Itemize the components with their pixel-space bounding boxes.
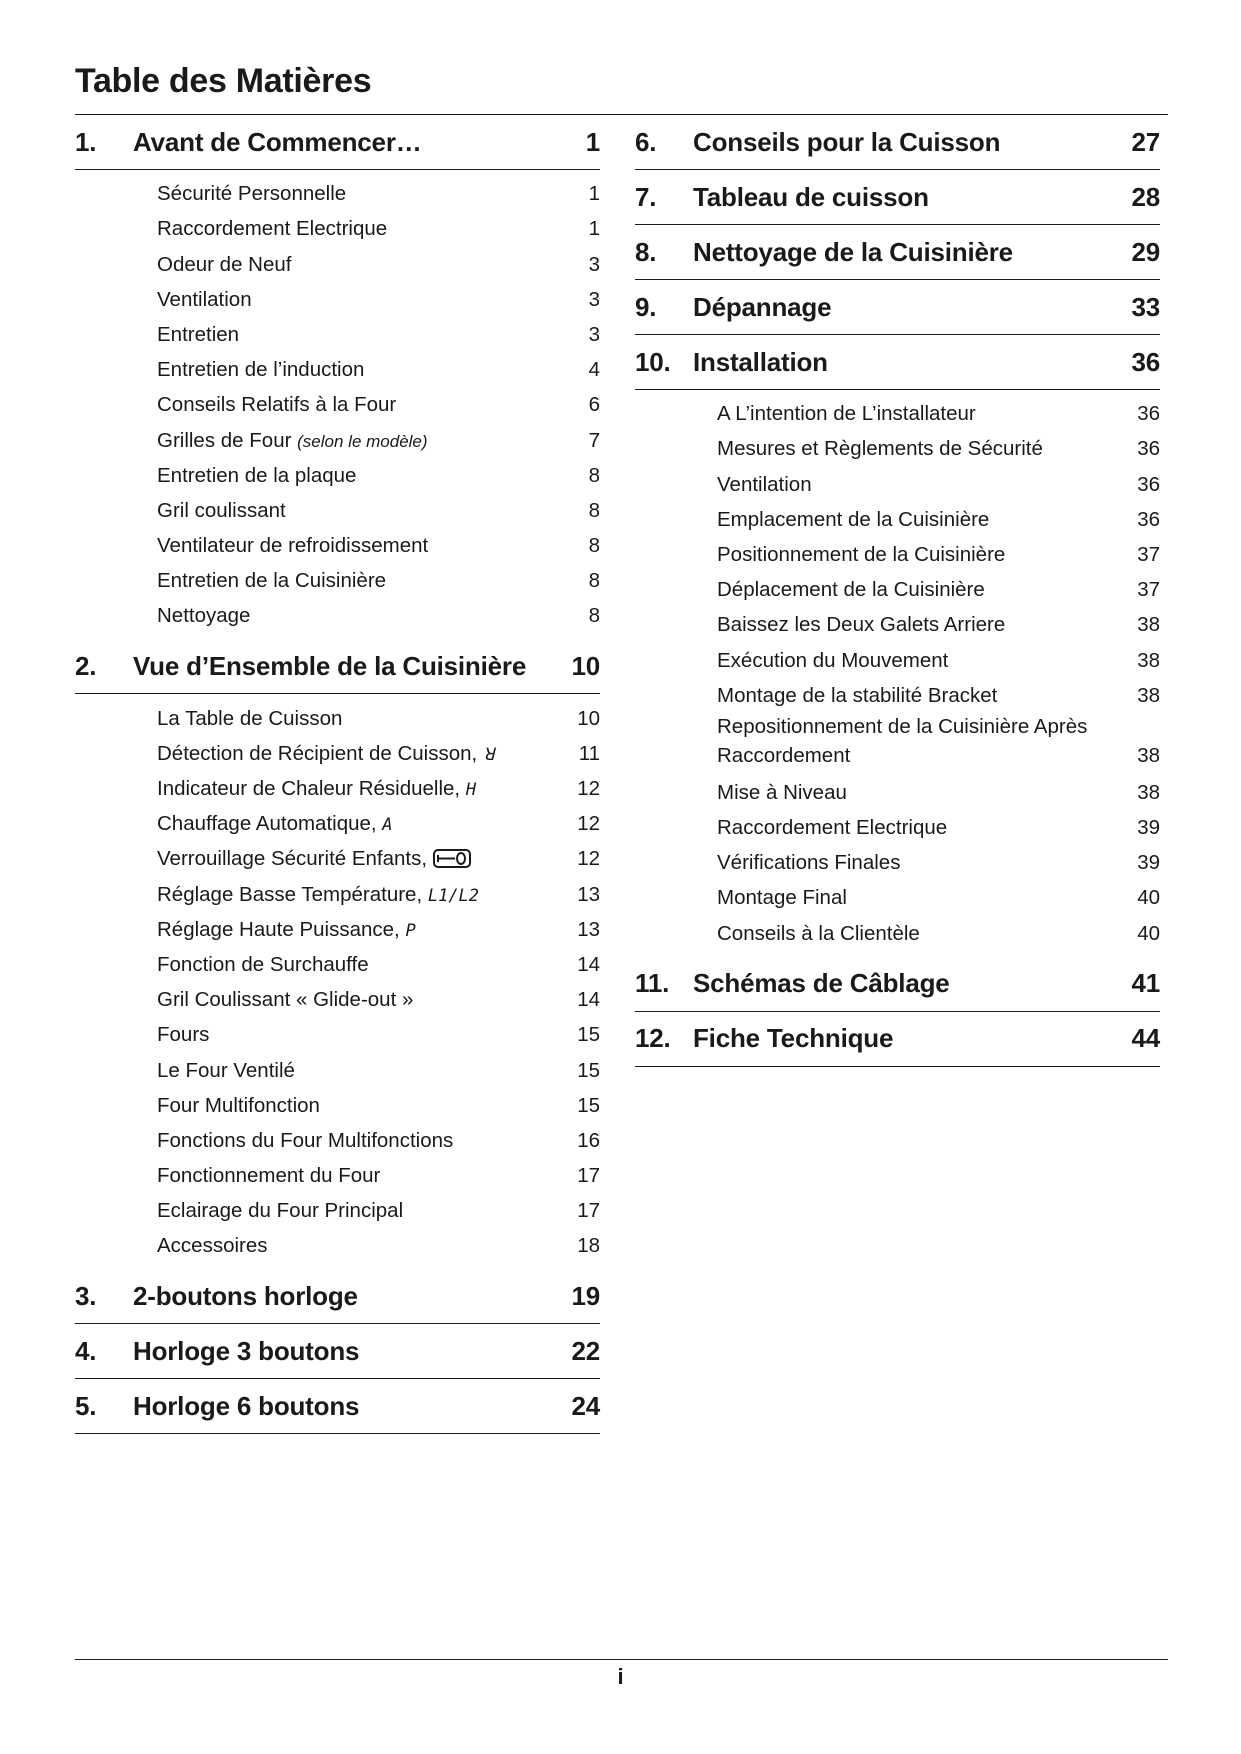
entry-title xyxy=(717,543,1126,571)
entry-label: Fonctions du Four Multifonctions xyxy=(157,1128,454,1152)
entry-label: Nettoyage xyxy=(157,604,251,628)
entry-title xyxy=(157,253,566,281)
chapter-title: Installation xyxy=(693,346,828,377)
toc-entry[interactable] xyxy=(75,245,600,280)
toc-entry[interactable] xyxy=(635,879,1160,914)
entry-title xyxy=(717,613,1126,641)
entry-label: A L’intention de L’installateur xyxy=(717,402,976,426)
toc-chapter[interactable] xyxy=(635,335,1160,390)
entry-page: 17 xyxy=(577,1164,600,1188)
entry-title xyxy=(717,922,1126,950)
toc-entry[interactable] xyxy=(635,536,1160,571)
entry-label: Raccordement Electrique xyxy=(157,217,388,241)
entry-label: Montage de la stabilité Bracket xyxy=(717,683,998,707)
entry-title xyxy=(157,499,566,527)
entry-page: 12 xyxy=(577,777,600,800)
entry-title xyxy=(717,649,1126,677)
entry-title xyxy=(717,816,1126,844)
chapter-page: 33 xyxy=(1131,291,1160,322)
entry-page: 8 xyxy=(588,604,600,628)
chapter-title: Tableau de cuisson xyxy=(693,181,929,212)
entry-label: Réglage Haute Puissance, xyxy=(157,917,406,941)
toc-entry[interactable] xyxy=(635,712,1160,774)
entry-label: Déplacement de la Cuisinière xyxy=(717,578,985,602)
toc-entry[interactable] xyxy=(635,677,1160,712)
toc-entry[interactable] xyxy=(75,386,600,421)
entry-page: 38 xyxy=(1137,743,1160,767)
entry-label: Fonction de Surchauffe xyxy=(157,952,369,976)
entry-title xyxy=(157,464,566,492)
chapter-number: 8. xyxy=(635,236,657,267)
entry-label: La Table de Cuisson xyxy=(157,706,343,730)
entry-title xyxy=(157,812,566,840)
section-list xyxy=(75,170,600,639)
page-number: i xyxy=(617,1664,624,1689)
chapter-page: 19 xyxy=(571,1280,600,1311)
entry-title xyxy=(157,288,566,316)
entry-title xyxy=(157,883,566,911)
toc-entry[interactable] xyxy=(75,1227,600,1262)
chapter-page: 44 xyxy=(1131,1023,1160,1054)
toc-entry[interactable] xyxy=(635,844,1160,879)
entry-label: Entretien de l’induction xyxy=(157,358,365,382)
toc-entry[interactable] xyxy=(75,281,600,316)
chapter-number: 7. xyxy=(635,181,657,212)
entry-label: Emplacement de la Cuisinière xyxy=(717,507,990,531)
toc-entry[interactable] xyxy=(75,316,600,351)
entry-title xyxy=(717,508,1126,536)
entry-label: Mesures et Règlements de Sécurité xyxy=(717,437,1043,461)
toc-entry[interactable] xyxy=(75,1157,600,1192)
chapter-number: 5. xyxy=(75,1390,97,1421)
entry-title xyxy=(717,781,1126,809)
toc-entry[interactable] xyxy=(635,641,1160,676)
entry-title xyxy=(157,988,566,1016)
entry-title xyxy=(717,886,1126,914)
entry-title xyxy=(717,712,1126,774)
display-symbol: L1/L2 xyxy=(427,885,480,906)
footer-divider xyxy=(75,1659,1168,1660)
entry-label: Ventilateur de refroidissement xyxy=(157,534,429,558)
section-list xyxy=(75,694,600,1269)
toc-chapter[interactable] xyxy=(75,639,600,694)
toc-chapter[interactable] xyxy=(75,115,600,170)
entry-title xyxy=(717,473,1126,501)
entry-page: 17 xyxy=(577,1199,600,1223)
entry-label: Gril Coulissant « Glide-out » xyxy=(157,988,414,1012)
toc-entry[interactable] xyxy=(635,395,1160,430)
display-symbol: H xyxy=(465,780,477,800)
toc-entry[interactable] xyxy=(75,175,600,210)
entry-page: 3 xyxy=(588,287,600,311)
toc-entry[interactable] xyxy=(75,1122,600,1157)
entry-title xyxy=(157,604,566,632)
entry-title xyxy=(157,534,566,562)
entry-page: 38 xyxy=(1137,648,1160,672)
section-list xyxy=(635,390,1160,957)
entry-page: 12 xyxy=(577,847,600,871)
chapter-number: 2. xyxy=(75,650,97,681)
entry-page: 38 xyxy=(1137,683,1160,707)
entry-label: Fours xyxy=(157,1023,210,1047)
entry-title xyxy=(157,1129,566,1157)
toc-entry[interactable] xyxy=(635,914,1160,949)
chapter-title: Avant de Commencer… xyxy=(133,126,422,157)
entry-title xyxy=(157,323,566,351)
toc-chapter[interactable] xyxy=(75,1324,600,1379)
entry-title xyxy=(717,578,1126,606)
entry-title xyxy=(157,742,566,770)
entry-title xyxy=(157,918,566,946)
entry-page: 6 xyxy=(588,393,600,417)
entry-page: 12 xyxy=(577,812,600,836)
chapter-page: 10 xyxy=(571,650,600,681)
entry-page: 15 xyxy=(577,1023,600,1047)
entry-page: 18 xyxy=(577,1234,600,1258)
chapter-page: 24 xyxy=(571,1390,600,1421)
toc-chapter[interactable] xyxy=(75,1379,600,1434)
chapter-title: Fiche Technique xyxy=(693,1023,894,1054)
entry-page: 36 xyxy=(1137,507,1160,531)
entry-page: 40 xyxy=(1137,921,1160,945)
entry-page: 4 xyxy=(588,358,600,382)
toc-entry[interactable] xyxy=(75,911,600,946)
entry-title xyxy=(157,1059,566,1087)
entry-label: Entretien de la plaque xyxy=(157,463,357,487)
chapter-title: Horloge 6 boutons xyxy=(133,1390,360,1421)
entry-label: Le Four Ventilé xyxy=(157,1058,295,1082)
toc-entry[interactable] xyxy=(75,875,600,910)
toc-entry[interactable] xyxy=(75,1051,600,1086)
toc-entry[interactable] xyxy=(635,465,1160,500)
entry-label: Chauffage Automatique, xyxy=(157,812,383,836)
entry-title xyxy=(157,1199,566,1227)
entry-title xyxy=(157,847,566,875)
entry-page: 3 xyxy=(588,252,600,276)
entry-title xyxy=(157,217,566,245)
entry-label: Ventilation xyxy=(717,472,812,496)
entry-page: 37 xyxy=(1137,542,1160,566)
chapter-page: 1 xyxy=(585,126,600,157)
toc-chapter[interactable] xyxy=(635,225,1160,280)
entry-page: 38 xyxy=(1137,613,1160,637)
entry-page: 15 xyxy=(577,1093,600,1117)
entry-page: 36 xyxy=(1137,472,1160,496)
toc-entry[interactable] xyxy=(75,562,600,597)
entry-page: 13 xyxy=(577,917,600,941)
entry-label: Entretien de la Cuisinière xyxy=(157,569,387,593)
chapter-title: 2-boutons horloge xyxy=(133,1280,358,1311)
entry-label: Conseils Relatifs à la Four xyxy=(157,393,397,417)
chapter-title: Horloge 3 boutons xyxy=(133,1335,360,1366)
toc-chapter[interactable] xyxy=(75,1269,600,1324)
entry-label: Gril coulissant xyxy=(157,498,286,522)
entry-page: 1 xyxy=(588,182,600,206)
entry-page: 13 xyxy=(577,882,600,906)
entry-page: 10 xyxy=(577,706,600,730)
entry-title xyxy=(157,182,566,210)
display-symbol: P xyxy=(405,920,416,941)
entry-label: Baissez les Deux Galets Arriere xyxy=(717,613,1006,637)
entry-title xyxy=(157,393,566,421)
toc-entry[interactable] xyxy=(75,492,600,527)
entry-page: 16 xyxy=(577,1128,600,1152)
entry-label: Odeur de Neuf xyxy=(157,252,292,276)
entry-label: Four Multifonction xyxy=(157,1093,320,1117)
entry-label: Exécution du Mouvement xyxy=(717,648,949,672)
entry-label: Verrouillage Sécurité Enfants, xyxy=(157,847,433,871)
toc-entry[interactable] xyxy=(75,457,600,492)
toc-entry[interactable] xyxy=(75,527,600,562)
chapter-title: Schémas de Câblage xyxy=(693,968,950,999)
toc-chapter[interactable] xyxy=(635,280,1160,335)
entry-page: 11 xyxy=(578,741,600,765)
entry-label: Conseils à la Clientèle xyxy=(717,921,920,945)
entry-title xyxy=(157,707,566,735)
entry-page: 8 xyxy=(588,569,600,593)
entry-page: 39 xyxy=(1137,851,1160,875)
toc-left-column xyxy=(75,115,600,1434)
chapter-page: 22 xyxy=(571,1335,600,1366)
entry-page: 14 xyxy=(577,952,600,976)
toc-entry[interactable] xyxy=(75,1016,600,1051)
entry-page: 39 xyxy=(1137,816,1160,840)
entry-title xyxy=(157,777,566,805)
toc-chapter[interactable] xyxy=(635,1012,1160,1067)
entry-label: Mise à Niveau xyxy=(717,780,847,804)
toc-entry[interactable] xyxy=(75,770,600,805)
entry-page: 15 xyxy=(577,1058,600,1082)
toc-entry[interactable] xyxy=(635,606,1160,641)
chapter-page: 29 xyxy=(1131,236,1160,267)
chapter-number: 11. xyxy=(635,968,670,999)
entry-page: 3 xyxy=(588,322,600,346)
entry-note: (selon le modèle) xyxy=(297,431,428,451)
toc-entry[interactable] xyxy=(75,805,600,840)
entry-label: Ventilation xyxy=(157,287,252,311)
entry-title xyxy=(157,1234,566,1262)
toc-entry[interactable] xyxy=(75,597,600,632)
toc-entry[interactable] xyxy=(75,735,600,770)
entry-label: Entretien xyxy=(157,322,240,346)
toc-entry[interactable] xyxy=(75,840,600,875)
display-symbol: A xyxy=(382,815,393,836)
entry-page: 40 xyxy=(1137,886,1160,910)
toc-entry[interactable] xyxy=(75,981,600,1016)
entry-label: Grilles de Four xyxy=(157,428,298,452)
chapter-page: 41 xyxy=(1131,968,1160,999)
entry-label: Vérifications Finales xyxy=(717,851,901,875)
chapter-page: 28 xyxy=(1131,181,1160,212)
toc-entry[interactable] xyxy=(635,571,1160,606)
entry-page: 36 xyxy=(1137,402,1160,426)
entry-label: Fonctionnement du Four xyxy=(157,1164,381,1188)
entry-label: Indicateur de Chaleur Résiduelle, xyxy=(157,777,466,800)
entry-title xyxy=(157,1094,566,1122)
entry-page: 8 xyxy=(588,463,600,487)
chapter-number: 4. xyxy=(75,1335,97,1366)
toc-entry[interactable] xyxy=(635,501,1160,536)
entry-page: 37 xyxy=(1137,578,1160,602)
entry-title xyxy=(157,358,566,386)
toc-entry[interactable] xyxy=(75,1192,600,1227)
toc-entry[interactable] xyxy=(75,421,600,456)
entry-label: Raccordement Electrique xyxy=(717,816,948,840)
child-lock-icon xyxy=(433,849,471,868)
entry-title xyxy=(717,402,1126,430)
entry-page: 8 xyxy=(588,534,600,558)
toc-chapter[interactable] xyxy=(635,170,1160,225)
chapter-number: 10. xyxy=(635,346,671,377)
chapter-page: 27 xyxy=(1131,126,1160,157)
toc-entry[interactable] xyxy=(75,351,600,386)
entry-page: 7 xyxy=(588,428,600,452)
chapter-number: 6. xyxy=(635,126,657,157)
entry-page: 38 xyxy=(1137,780,1160,804)
entry-label: Eclairage du Four Principal xyxy=(157,1199,404,1223)
page-title: Table des Matières xyxy=(75,62,372,100)
toc-chapter[interactable] xyxy=(635,957,1160,1012)
toc-entry[interactable] xyxy=(635,430,1160,465)
toc-right-column xyxy=(635,115,1160,1067)
chapter-title: Dépannage xyxy=(693,291,832,322)
entry-label: Détection de Récipient de Cuisson, xyxy=(157,741,483,765)
chapter-number: 9. xyxy=(635,291,657,322)
entry-title xyxy=(157,953,566,981)
toc-entry[interactable] xyxy=(75,946,600,981)
entry-title xyxy=(157,569,566,597)
chapter-page: 36 xyxy=(1131,346,1160,377)
toc-entry[interactable] xyxy=(75,210,600,245)
entry-title xyxy=(157,429,566,457)
entry-page: 8 xyxy=(588,498,600,522)
entry-label: Accessoires xyxy=(157,1234,268,1258)
entry-title xyxy=(157,1164,566,1192)
entry-page: 14 xyxy=(577,988,600,1012)
chapter-number: 12. xyxy=(635,1023,671,1054)
toc-chapter[interactable] xyxy=(635,115,1160,170)
chapter-title: Nettoyage de la Cuisinière xyxy=(693,236,1013,267)
entry-title xyxy=(717,851,1126,879)
chapter-number: 1. xyxy=(75,126,97,157)
entry-label: Montage Final xyxy=(717,886,847,910)
entry-title xyxy=(717,437,1126,465)
entry-title xyxy=(717,684,1126,712)
toc-entry[interactable] xyxy=(75,1087,600,1122)
entry-label: Sécurité Personnelle xyxy=(157,182,347,206)
chapter-number: 3. xyxy=(75,1280,97,1311)
entry-label: Réglage Basse Température, xyxy=(157,882,428,906)
display-symbol: ꓤ xyxy=(482,744,495,765)
toc-entry[interactable] xyxy=(635,809,1160,844)
chapter-title: Vue d’Ensemble de la Cuisinière xyxy=(133,650,527,681)
entry-label: Repositionnement de la Cuisinière Après Raccordement xyxy=(717,714,1088,767)
entry-page: 36 xyxy=(1137,437,1160,461)
toc-entry[interactable] xyxy=(75,699,600,734)
entry-page: 1 xyxy=(588,217,600,241)
entry-label: Positionnement de la Cuisinière xyxy=(717,542,1006,566)
chapter-title: Conseils pour la Cuisson xyxy=(693,126,1001,157)
toc-entry[interactable] xyxy=(635,774,1160,809)
entry-title xyxy=(157,1023,566,1051)
